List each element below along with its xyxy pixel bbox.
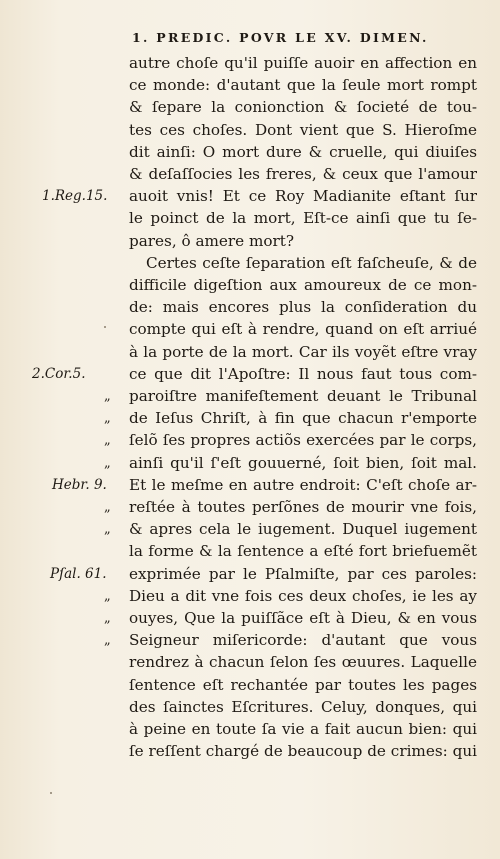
text-line	[0, 540, 500, 562]
text-line	[0, 207, 500, 229]
text-line	[0, 96, 500, 118]
text-line	[0, 252, 500, 274]
line-text: paroiſtre manifeſtement deuant le Tribunal	[129, 387, 477, 405]
line-text: à la porte de la mort. Car ils voyẽt eſtre vray	[129, 342, 477, 361]
text-line	[0, 185, 500, 207]
line-text: dit ainſi: O mort dure & cruelle, qui diuiſes	[129, 142, 477, 161]
line-text: auoit vnis! Et ce Roy Madianite eſtant ſur	[129, 187, 477, 206]
text-line	[0, 563, 500, 585]
running-header: 1. PREDIC. POVR LE XV. DIMEN.	[132, 30, 429, 45]
margin-reference: 1.Reg.15.	[42, 188, 108, 205]
quotation-mark: „	[104, 455, 111, 471]
text-line	[0, 607, 500, 629]
line-text: à peine en toute ſa vie a fait aucun bien: qui	[129, 720, 477, 738]
text-line	[0, 718, 500, 740]
text-line	[0, 474, 500, 496]
text-line	[0, 407, 500, 429]
text-line	[0, 651, 500, 673]
text-line	[0, 341, 500, 363]
line-text: de Ieſus Chriſt, à fin que chacun r'emporte	[129, 409, 477, 428]
quotation-mark: „	[104, 588, 111, 604]
quotation-mark: „	[104, 411, 111, 427]
quotation-mark: „	[104, 611, 111, 626]
quotation-mark: „	[104, 633, 111, 649]
text-line	[0, 74, 500, 96]
text-line	[0, 496, 500, 518]
text-line	[0, 230, 500, 252]
text-line	[0, 318, 500, 340]
paper-speck	[104, 326, 106, 328]
line-text: ſe reſſent chargé de beaucoup de crimes: qui	[129, 742, 477, 761]
line-text: ouyes, Que la puiſſãce eſt à Dieu, & en vous	[129, 609, 477, 627]
text-line	[0, 296, 500, 318]
line-text: ce monde: d'autant que la ſeule mort rompt	[129, 76, 477, 95]
text-line	[0, 141, 500, 163]
text-line	[0, 429, 500, 451]
line-text: rendrez à chacun ſelon ſes œuures. Laquelle	[129, 653, 477, 672]
line-text: Seigneur miſericorde: d'autant que vous	[129, 631, 477, 650]
line-text: de: mais encores plus la conſideration du	[129, 298, 477, 317]
text-line	[0, 585, 500, 607]
text-line	[0, 385, 500, 407]
line-text: ſentence eſt rechantée par toutes les pages	[129, 675, 477, 694]
paper-speck	[50, 792, 52, 794]
text-line	[0, 452, 500, 474]
quotation-mark: „	[104, 389, 111, 404]
text-line	[0, 363, 500, 385]
line-text: ainſi qu'il ſ'eſt gouuerné, ſoit bien, ſoit mal.	[129, 453, 477, 472]
text-line	[0, 740, 500, 762]
text-line	[0, 52, 500, 74]
line-text: compte qui eſt à rendre, quand on eſt arriué	[129, 320, 477, 339]
text-line	[0, 629, 500, 651]
line-text: ſelõ ſes propres actiõs exercées par le corps,	[129, 431, 477, 450]
line-text: & deſaſſocies les freres, & ceux que l'amour	[129, 165, 477, 183]
line-text: la forme & la ſentence a eſté fort briefuemẽt	[129, 542, 477, 561]
quotation-mark: „	[104, 500, 111, 515]
line-text: le poinct de la mort, Eſt-ce ainſi que tu ſe-	[129, 209, 477, 228]
text-line	[0, 518, 500, 540]
quotation-mark: „	[104, 522, 111, 538]
line-text: Dieu a dit vne fois ces deux choſes, ie les ay	[129, 586, 477, 605]
line-text: pares, ô amere mort?	[129, 231, 295, 250]
margin-reference: Hebr. 9.	[52, 476, 107, 493]
text-line	[0, 119, 500, 141]
text-line	[0, 274, 500, 296]
line-text: & apres cela le iugement. Duquel iugement	[129, 520, 477, 539]
line-text: autre choſe qu'il puiſſe auoir en affection en	[129, 54, 477, 72]
margin-reference: Pſal. 61.	[50, 565, 107, 582]
line-text: & ſepare la conionction & ſocieté de tou-	[129, 98, 477, 117]
text-line	[0, 696, 500, 718]
line-text: Certes ceſte ſeparation eſt faſcheuſe, & de	[146, 253, 477, 272]
line-text: tes ces choſes. Dont vient que S. Hieroſme	[129, 120, 477, 139]
line-text: des ſainctes Eſcritures. Celuy, donques, qui	[129, 697, 477, 716]
line-text: exprimée par le Pſalmiſte, par ces paroles:	[129, 564, 477, 583]
margin-reference: 2.Cor.5.	[32, 365, 86, 382]
text-line	[0, 674, 500, 696]
line-text: reſtée à toutes perſõnes de mourir vne fois,	[129, 498, 477, 516]
line-text: Et le meſme en autre endroit: C'eſt choſe ar-	[129, 475, 477, 494]
line-text: ce que dit l'Apoſtre: Il nous faut tous com-	[129, 364, 477, 383]
line-text: difficile digeſtion aux amoureux de ce mon-	[129, 276, 477, 294]
quotation-mark: „	[104, 433, 111, 449]
text-line	[0, 163, 500, 185]
